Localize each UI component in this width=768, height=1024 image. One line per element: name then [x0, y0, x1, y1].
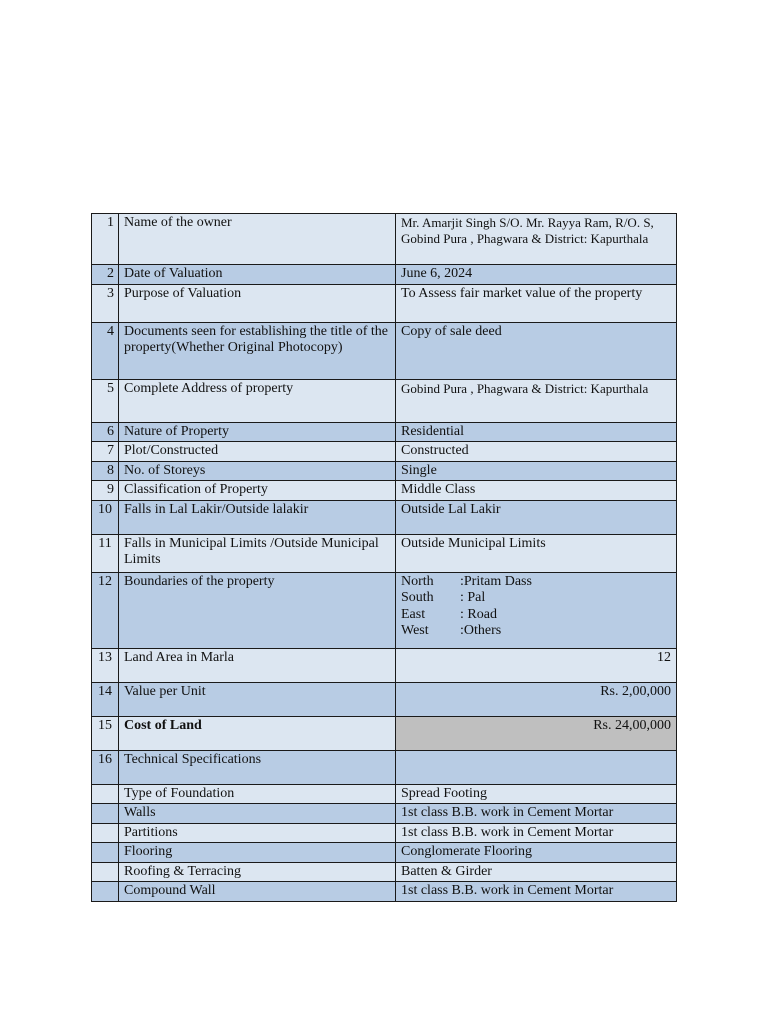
row-label: Falls in Municipal Limits /Outside Municipal Limits	[119, 534, 396, 572]
table-row	[92, 716, 677, 750]
row-label: Technical Specifications	[119, 750, 396, 784]
row-label: Land Area in Marla	[119, 648, 396, 682]
row-label: Documents seen for establishing the title of the property(Whether Original Photocopy)	[119, 322, 396, 379]
row-label: Falls in Lal Lakir/Outside lalakir	[119, 500, 396, 534]
table-row	[92, 265, 677, 285]
boundary-value: :Others	[460, 623, 502, 638]
row-number: 2	[92, 265, 119, 285]
row-value: Conglomerate Flooring	[396, 843, 677, 863]
row-value: Outside Lal Lakir	[396, 500, 677, 534]
table-row	[92, 572, 677, 648]
row-number: 16	[92, 750, 119, 784]
row-value: Outside Municipal Limits	[396, 534, 677, 572]
row-label: Compound Wall	[119, 882, 396, 902]
row-number	[92, 784, 119, 804]
row-value: June 6, 2024	[396, 265, 677, 285]
row-value	[396, 750, 677, 784]
table-row	[92, 481, 677, 501]
row-label: Purpose of Valuation	[119, 284, 396, 322]
table-row	[92, 534, 677, 572]
table-row	[92, 862, 677, 882]
row-number: 11	[92, 534, 119, 572]
boundaries-cell	[396, 572, 677, 648]
boundary-value: : Pal	[460, 590, 486, 605]
row-number: 8	[92, 461, 119, 481]
table-row	[92, 379, 677, 422]
row-value: Spread Footing	[396, 784, 677, 804]
boundary-east	[401, 607, 671, 624]
row-value: Mr. Amarjit Singh S/O. Mr. Rayya Ram, R/O. S, Gobind Pura , Phagwara & District: Kapurthala	[396, 214, 677, 265]
row-number: 6	[92, 422, 119, 442]
row-value: Middle Class	[396, 481, 677, 501]
row-label: Boundaries of the property	[119, 572, 396, 648]
row-value: Rs. 24,00,000	[396, 716, 677, 750]
row-value: Rs. 2,00,000	[396, 682, 677, 716]
row-label: No. of Storeys	[119, 461, 396, 481]
row-number: 14	[92, 682, 119, 716]
row-label: Classification of Property	[119, 481, 396, 501]
row-value: Constructed	[396, 442, 677, 462]
boundary-direction: South	[401, 590, 434, 605]
table-row	[92, 422, 677, 442]
row-label: Date of Valuation	[119, 265, 396, 285]
row-number: 3	[92, 284, 119, 322]
row-value: 1st class B.B. work in Cement Mortar	[396, 823, 677, 843]
table-row	[92, 784, 677, 804]
row-value: Batten & Girder	[396, 862, 677, 882]
table-row	[92, 442, 677, 462]
row-label: Flooring	[119, 843, 396, 863]
row-label: Cost of Land	[119, 716, 396, 750]
boundary-value: :Pritam Dass	[460, 573, 532, 589]
row-number: 4	[92, 322, 119, 379]
table-row	[92, 682, 677, 716]
table-row	[92, 823, 677, 843]
row-label: Plot/Constructed	[119, 442, 396, 462]
table-row	[92, 284, 677, 322]
row-number: 5	[92, 379, 119, 422]
row-value: Copy of sale deed	[396, 322, 677, 379]
boundary-value: : Road	[460, 606, 497, 622]
row-value: To Assess fair market value of the property	[396, 284, 677, 322]
row-value: 1st class B.B. work in Cement Mortar	[396, 882, 677, 902]
boundary-direction: East	[401, 606, 426, 622]
row-label: Value per Unit	[119, 682, 396, 716]
row-number: 10	[92, 500, 119, 534]
row-number: 13	[92, 648, 119, 682]
table-row	[92, 214, 677, 265]
row-number	[92, 823, 119, 843]
row-label: Complete Address of property	[119, 379, 396, 422]
boundary-direction: North	[401, 573, 434, 589]
row-value: Single	[396, 461, 677, 481]
row-label: Roofing & Terracing	[119, 862, 396, 882]
row-label: Name of the owner	[119, 214, 396, 265]
boundary-south	[401, 590, 671, 607]
table-row	[92, 648, 677, 682]
boundary-north	[401, 574, 671, 591]
row-number: 12	[92, 572, 119, 648]
row-value: Gobind Pura , Phagwara & District: Kapurthala	[396, 379, 677, 422]
row-value: 1st class B.B. work in Cement Mortar	[396, 804, 677, 824]
table-row	[92, 882, 677, 902]
row-label: Partitions	[119, 823, 396, 843]
row-number	[92, 804, 119, 824]
table-row	[92, 500, 677, 534]
row-number	[92, 862, 119, 882]
row-label: Type of Foundation	[119, 784, 396, 804]
table-row	[92, 804, 677, 824]
row-number	[92, 843, 119, 863]
table-row	[92, 750, 677, 784]
row-number: 7	[92, 442, 119, 462]
row-value: Residential	[396, 422, 677, 442]
row-value: 12	[396, 648, 677, 682]
table-row	[92, 843, 677, 863]
row-number: 15	[92, 716, 119, 750]
row-number: 9	[92, 481, 119, 501]
boundary-direction: West	[401, 623, 429, 638]
row-label: Nature of Property	[119, 422, 396, 442]
row-label: Walls	[119, 804, 396, 824]
valuation-table	[91, 213, 677, 902]
table-row	[92, 322, 677, 379]
row-number	[92, 882, 119, 902]
row-number: 1	[92, 214, 119, 265]
table-row	[92, 461, 677, 481]
boundary-west	[401, 623, 671, 640]
